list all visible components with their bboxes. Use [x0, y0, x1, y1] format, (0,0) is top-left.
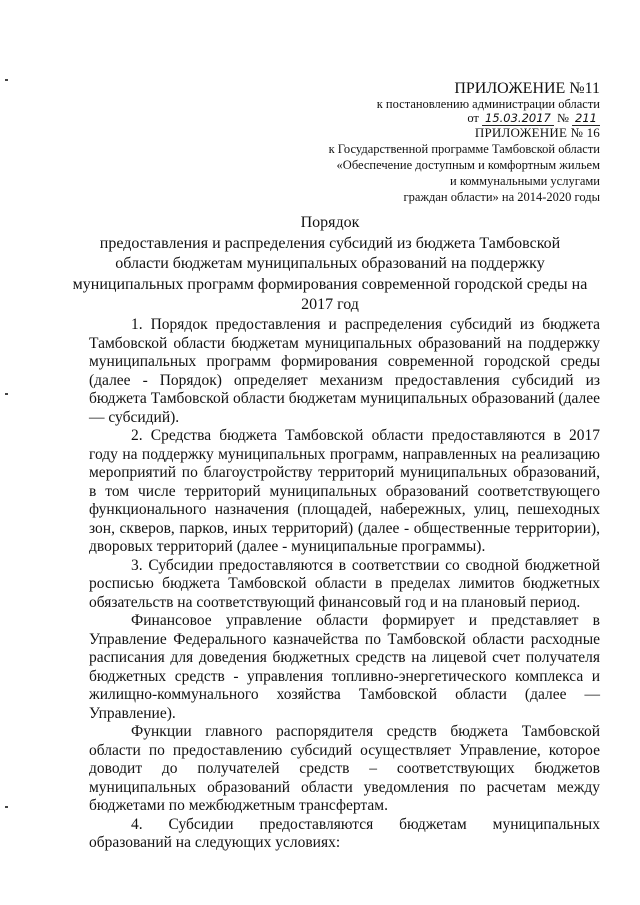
handwritten-date: 15.03.2017	[482, 111, 554, 126]
paragraph-4-tail: образований на следующих условиях:	[89, 834, 341, 851]
heading-title: Порядок	[300, 214, 360, 231]
appendix-title: ПРИЛОЖЕНИЕ №11	[454, 80, 600, 97]
paragraph-4-first-line	[89, 816, 600, 835]
heading-line: области бюджетам муниципальных образований на поддержку	[115, 255, 545, 272]
p4-word: предоставляются	[259, 815, 374, 833]
p4-word: Субсидии	[168, 815, 234, 833]
program-reference	[329, 141, 600, 205]
program-line: «Обеспечение доступным и комфортным жильем	[336, 158, 600, 172]
p4-word: 4.	[131, 815, 143, 833]
appendix-resolution-line: к постановлению администрации области	[376, 97, 600, 111]
program-line: к Государственной программе Тамбовской области	[328, 142, 600, 156]
paragraph-functions: Функции главного распорядителя средств бюджета Тамбовской области по предоставлению субсидий осуществляет Управление, которое доводит до получателей средств – соответствующих бюджетов муниципальных образований области уведомления по расчетам между бюджетами по межбюджетным трансфертам.	[89, 723, 600, 814]
margin-mark	[5, 79, 8, 81]
heading-line: предоставления и распределения субсидий из бюджета Тамбовской	[99, 234, 561, 252]
paragraph-1: 1. Порядок предоставления и распределения субсидий из бюджета Тамбовской области бюджетам муниципальных образований на поддержку муниципальных программ формирования современной городской среды (далее - Порядок) определяет механизм предоставления субсидий из бюджета Тамбовской области бюджетам муниципальных образований (далее — субсидий).	[89, 316, 600, 426]
heading-line: муниципальных программ формирования современной городской среды на	[72, 275, 588, 293]
document-body	[89, 316, 600, 853]
margin-mark	[5, 393, 8, 395]
program-line: и коммунальными услугами	[450, 174, 600, 188]
number-prefix: №	[556, 111, 569, 125]
paragraph-finance: Финансовое управление области формирует и представляет в Управление Федерального казначейства по Тамбовской области расходные расписания для доведения бюджетных средств на лицевой счет получателя бюджетных средств - управления топливно-энергетического комплекса и жилищно-коммунального хозяйства Тамбовской области (далее — Управление).	[89, 612, 600, 722]
margin-mark	[5, 806, 8, 808]
paragraph-3: 3. Субсидии предоставляются в соответствии со сводной бюджетной росписью бюджета Тамбовской области в пределах лимитов бюджетных обязательств на соответствующий финансовый год и на плановый период.	[89, 556, 600, 611]
appendix-date-line	[467, 111, 600, 126]
paragraph-2: 2. Средства бюджета Тамбовской области предоставляются в 2017 году на поддержку муниципальных программ, направленных на реализацию мероприятий по благоустройству территорий муниципальных образований, в том числе территорий муниципальных образований соответствующего функционального назначения (площадей, набережных, улиц, пешеходных зон, скверов, парков, иных территорий) (далее - общественные территории), дворовых территорий (далее - муниципальные программы).	[89, 427, 600, 555]
heading-line: 2017 год	[301, 296, 359, 313]
p4-word: муниципальных	[492, 815, 600, 833]
date-prefix: от	[467, 111, 479, 125]
program-line: граждан области» на 2014-2020 годы	[403, 190, 600, 204]
handwritten-number: 211	[572, 111, 600, 126]
p4-word: бюджетам	[399, 815, 467, 833]
document-heading	[60, 213, 600, 316]
appendix-title-2: ПРИЛОЖЕНИЕ № 16	[474, 125, 600, 140]
